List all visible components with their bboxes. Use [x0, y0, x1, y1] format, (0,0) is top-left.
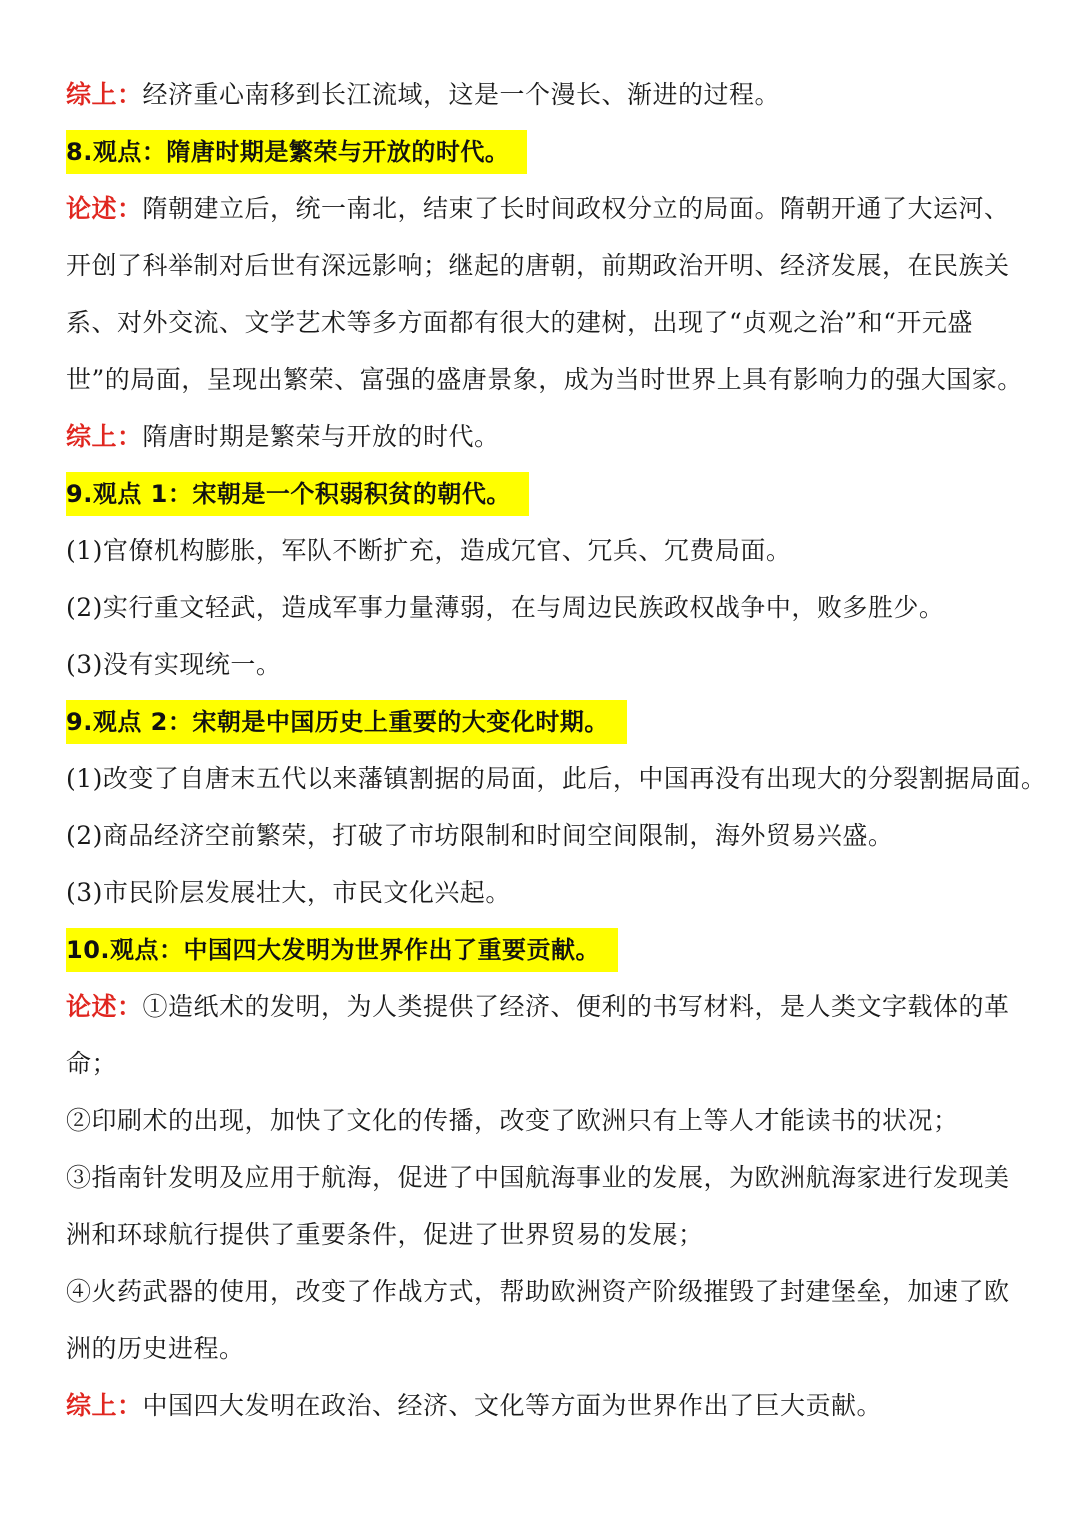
viewpoint-heading: 9.观点 2：宋朝是中国历史上重要的大变化时期。	[66, 700, 627, 744]
argument-label: 论述：	[66, 992, 143, 1021]
heading-line	[66, 123, 1026, 180]
conclusion-label: 综上：	[66, 1391, 143, 1420]
heading-line	[66, 693, 1026, 750]
text-line	[66, 1092, 1026, 1149]
line-text: (3)市民阶层发展壮大，市民文化兴起。	[66, 878, 511, 907]
text-line	[66, 1320, 1026, 1377]
line-text: 隋朝建立后，统一南北，结束了长时间政权分立的局面。隋朝开通了大运河、	[142, 194, 1010, 223]
line-text: 系、对外交流、文学艺术等多方面都有很大的建树，出现了“贞观之治”和“开元盛	[66, 308, 973, 337]
viewpoint-heading: 9.观点 1：宋朝是一个积弱积贫的朝代。	[66, 472, 529, 516]
line-text: 隋唐时期是繁荣与开放的时代。	[142, 422, 500, 451]
heading-line	[66, 465, 1026, 522]
line-text: 洲和环球航行提供了重要条件，促进了世界贸易的发展；	[66, 1220, 704, 1249]
line-text: ③指南针发明及应用于航海，促进了中国航海事业的发展，为欧洲航海家进行发现美	[66, 1163, 1010, 1192]
line-text: 世”的局面，呈现出繁荣、富强的盛唐景象，成为当时世界上具有影响力的强大国家。	[66, 365, 1023, 394]
line-text: ②印刷术的出现，加快了文化的传播，改变了欧洲只有上等人才能读书的状况；	[66, 1106, 959, 1135]
document-page	[66, 66, 1047, 1434]
line-text: 经济重心南移到长江流域，这是一个漫长、渐进的过程。	[142, 80, 781, 109]
conclusion-label: 综上：	[66, 422, 143, 451]
text-line	[66, 408, 1026, 465]
line-text: ①造纸术的发明，为人类提供了经济、便利的书写材料，是人类文字载体的革	[142, 992, 1010, 1021]
line-text: (3)没有实现统一。	[66, 650, 282, 679]
line-text: (1)改变了自唐末五代以来藩镇割据的局面，此后，中国再没有出现大的分裂割据局面。	[66, 764, 1047, 793]
text-line	[66, 1206, 1026, 1263]
text-line	[66, 351, 1026, 408]
conclusion-label: 综上：	[66, 80, 143, 109]
line-text: 命；	[66, 1049, 118, 1078]
text-line	[66, 1149, 1026, 1206]
line-text: 开创了科举制对后世有深远影响；继起的唐朝，前期政治开明、经济发展，在民族关	[66, 251, 1010, 280]
line-text: (1)官僚机构膨胀，军队不断扩充，造成冗官、冗兵、冗费局面。	[66, 536, 792, 565]
line-text: 中国四大发明在政治、经济、文化等方面为世界作出了巨大贡献。	[142, 1391, 883, 1420]
text-line	[66, 522, 1026, 579]
text-line	[66, 294, 1026, 351]
text-line	[66, 636, 1026, 693]
argument-label: 论述：	[66, 194, 143, 223]
text-line	[66, 180, 1026, 237]
text-line	[66, 978, 1026, 1035]
line-text: (2)实行重文轻武，造成军事力量薄弱，在与周边民族政权战争中，败多胜少。	[66, 593, 945, 622]
text-line	[66, 807, 1026, 864]
text-line	[66, 237, 1026, 294]
text-line	[66, 1263, 1026, 1320]
viewpoint-heading: 8.观点：隋唐时期是繁荣与开放的时代。	[66, 130, 527, 174]
line-text: ④火药武器的使用，改变了作战方式，帮助欧洲资产阶级摧毁了封建堡垒，加速了欧	[66, 1277, 1010, 1306]
text-line	[66, 579, 1026, 636]
text-line	[66, 1377, 1026, 1434]
text-line	[66, 1035, 1026, 1092]
line-text: 洲的历史进程。	[66, 1334, 245, 1363]
viewpoint-heading: 10.观点：中国四大发明为世界作出了重要贡献。	[66, 928, 618, 972]
text-line	[66, 66, 1026, 123]
text-line	[66, 864, 1026, 921]
heading-line	[66, 921, 1026, 978]
text-line	[66, 750, 1047, 807]
line-text: (2)商品经济空前繁荣，打破了市坊限制和时间空间限制，海外贸易兴盛。	[66, 821, 894, 850]
